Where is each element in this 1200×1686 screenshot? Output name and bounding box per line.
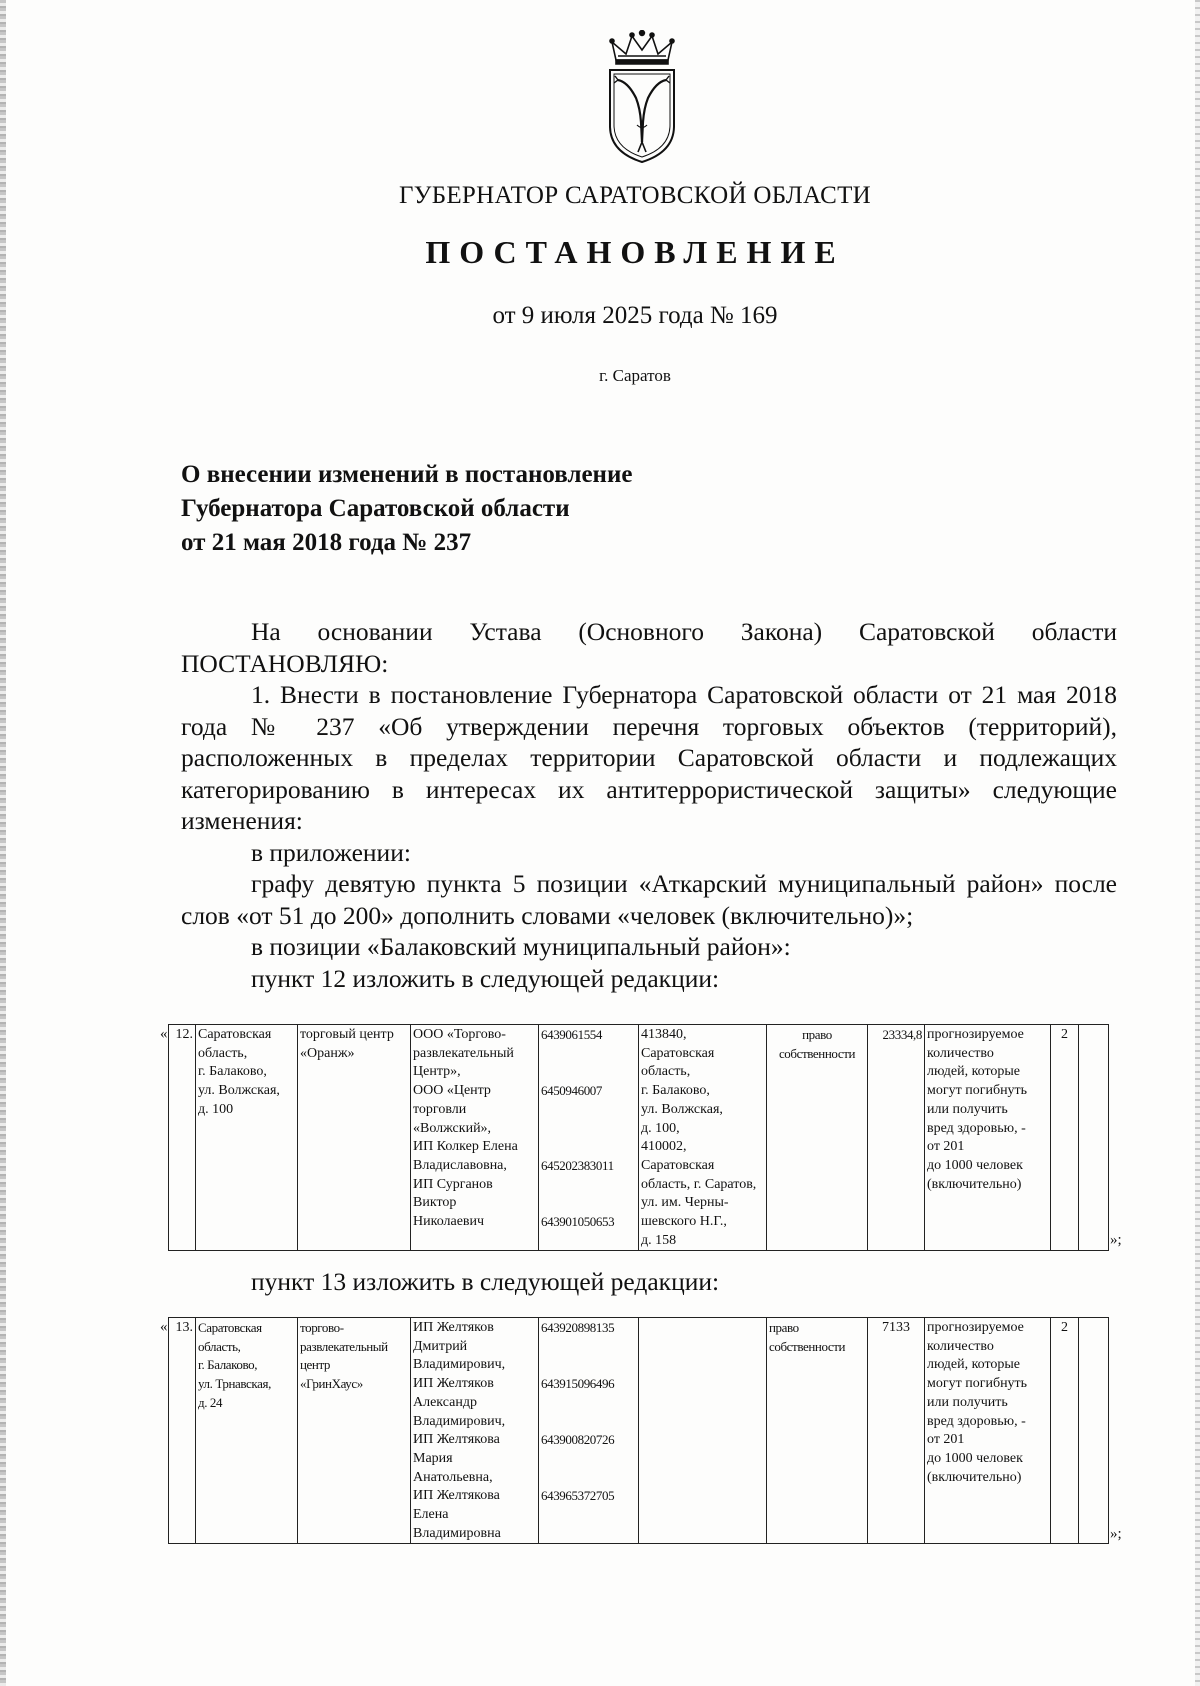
paragraph-point-13: пункт 13 изложить в следующей редакции: <box>251 1267 720 1296</box>
cell-number: 13. <box>169 1318 196 1544</box>
cell-address <box>639 1318 767 1544</box>
cell-people: прогнозируемое количество людей, которые могут погибнуть или получить вред здоровью, - от 201 до 1000 человек (включительно) <box>925 1025 1051 1251</box>
document-subject <box>181 458 632 560</box>
issuing-authority: ГУБЕРНАТОР САРАТОВСКОЙ ОБЛАСТИ <box>398 182 872 209</box>
open-quote: « <box>160 1319 168 1335</box>
paragraph-atkarsky: графу девятую пункта 5 позиции «Аткарский муниципальный район» после слов «от 51 до 200» дополнить словами «человек (включительно)»; <box>181 869 1117 930</box>
table-point-13 <box>160 1317 1122 1544</box>
subject-line: Губернатора Саратовской области <box>181 495 570 522</box>
cell-area: 7133 <box>868 1318 925 1544</box>
close-quote: »; <box>1110 1232 1122 1248</box>
cell-inn: 643920898135 643915096496 643900820726 643965372705 <box>539 1318 639 1544</box>
document-date-number: от 9 июля 2025 года № 169 <box>492 302 778 329</box>
document-body <box>181 616 1117 994</box>
paragraph-resolve: ПОСТАНОВЛЯЮ: <box>181 648 389 678</box>
paragraph-basis: На основании Устава (Основного Закона) Саратовской области <box>251 617 1117 646</box>
cell-owners: ИП Желтяков Дмитрий Владимирович, ИП Желтяков Александр Владимирович, ИП Желтякова Мария Анатольевна, ИП Желтякова Елена Владимировна <box>411 1318 539 1544</box>
cell-area: 23334,8 <box>868 1025 925 1251</box>
cell-category: 2 <box>1051 1318 1079 1544</box>
cell-object: торгово- развлекательный центр «ГринХаус» <box>298 1318 411 1544</box>
table-row <box>169 1318 1109 1544</box>
cell-extra <box>1079 1025 1109 1251</box>
table-row <box>169 1025 1109 1251</box>
subject-line: О внесении изменений в постановление <box>181 461 633 488</box>
replacement-table <box>168 1024 1109 1251</box>
cell-location: Саратовская область, г. Балаково, ул. Волжская, д. 100 <box>196 1025 298 1251</box>
cell-people: прогнозируемое количество людей, которые могут погибнуть или получить вред здоровью, - от 201 до 1000 человек (включительно) <box>925 1318 1051 1544</box>
cell-extra <box>1079 1318 1109 1544</box>
cell-object: торговый центр «Оранж» <box>298 1025 411 1251</box>
paragraph-appendix: в приложении: <box>251 837 411 867</box>
cell-ownership-right: право собственности <box>767 1318 868 1544</box>
coat-of-arms-icon <box>604 30 680 166</box>
cell-owners: ООО «Торгово- развлекательный Центр», ООО «Центр торговли «Волжский», ИП Колкер Елена Владиславовна, ИП Сурганов Виктор Николаевич <box>411 1025 539 1251</box>
document-city: г. Саратов <box>599 366 671 385</box>
paragraph-balakovsky: в позиции «Балаковский муниципальный район»: <box>251 932 791 961</box>
cell-number: 12. <box>169 1025 196 1251</box>
paragraph-item-1: 1. Внести в постановление Губернатора Саратовской области от 21 мая 2018 года № 237 «Об утверждении перечня торговых объектов (территорий), расположенных в пределах территории Саратовской области и подлежащих категорированию в интересах их антитеррористической защиты» следующие изменения: <box>181 680 1117 835</box>
replacement-table <box>168 1317 1109 1544</box>
document-type: ПОСТАНОВЛЕНИЕ <box>425 234 845 270</box>
cell-location: Саратовская область, г. Балаково, ул. Трнавская, д. 24 <box>196 1318 298 1544</box>
cell-address: 413840, Саратовская область, г. Балаково, ул. Волжская, д. 100, 410002, Саратовская область, г. Саратов, ул. им. Черны- шевского Н.Г., д. 158 <box>639 1025 767 1251</box>
cell-category: 2 <box>1051 1025 1079 1251</box>
cell-ownership-right: право собственности <box>767 1025 868 1251</box>
paragraph-point-12: пункт 12 изложить в следующей редакции: <box>251 963 720 993</box>
subject-line: от 21 мая 2018 года № 237 <box>181 529 472 556</box>
table-point-12 <box>160 1024 1122 1251</box>
close-quote: »; <box>1110 1526 1122 1542</box>
open-quote: « <box>160 1026 168 1042</box>
cell-inn: 6439061554 6450946007 645202383011 643901050653 <box>539 1025 639 1251</box>
